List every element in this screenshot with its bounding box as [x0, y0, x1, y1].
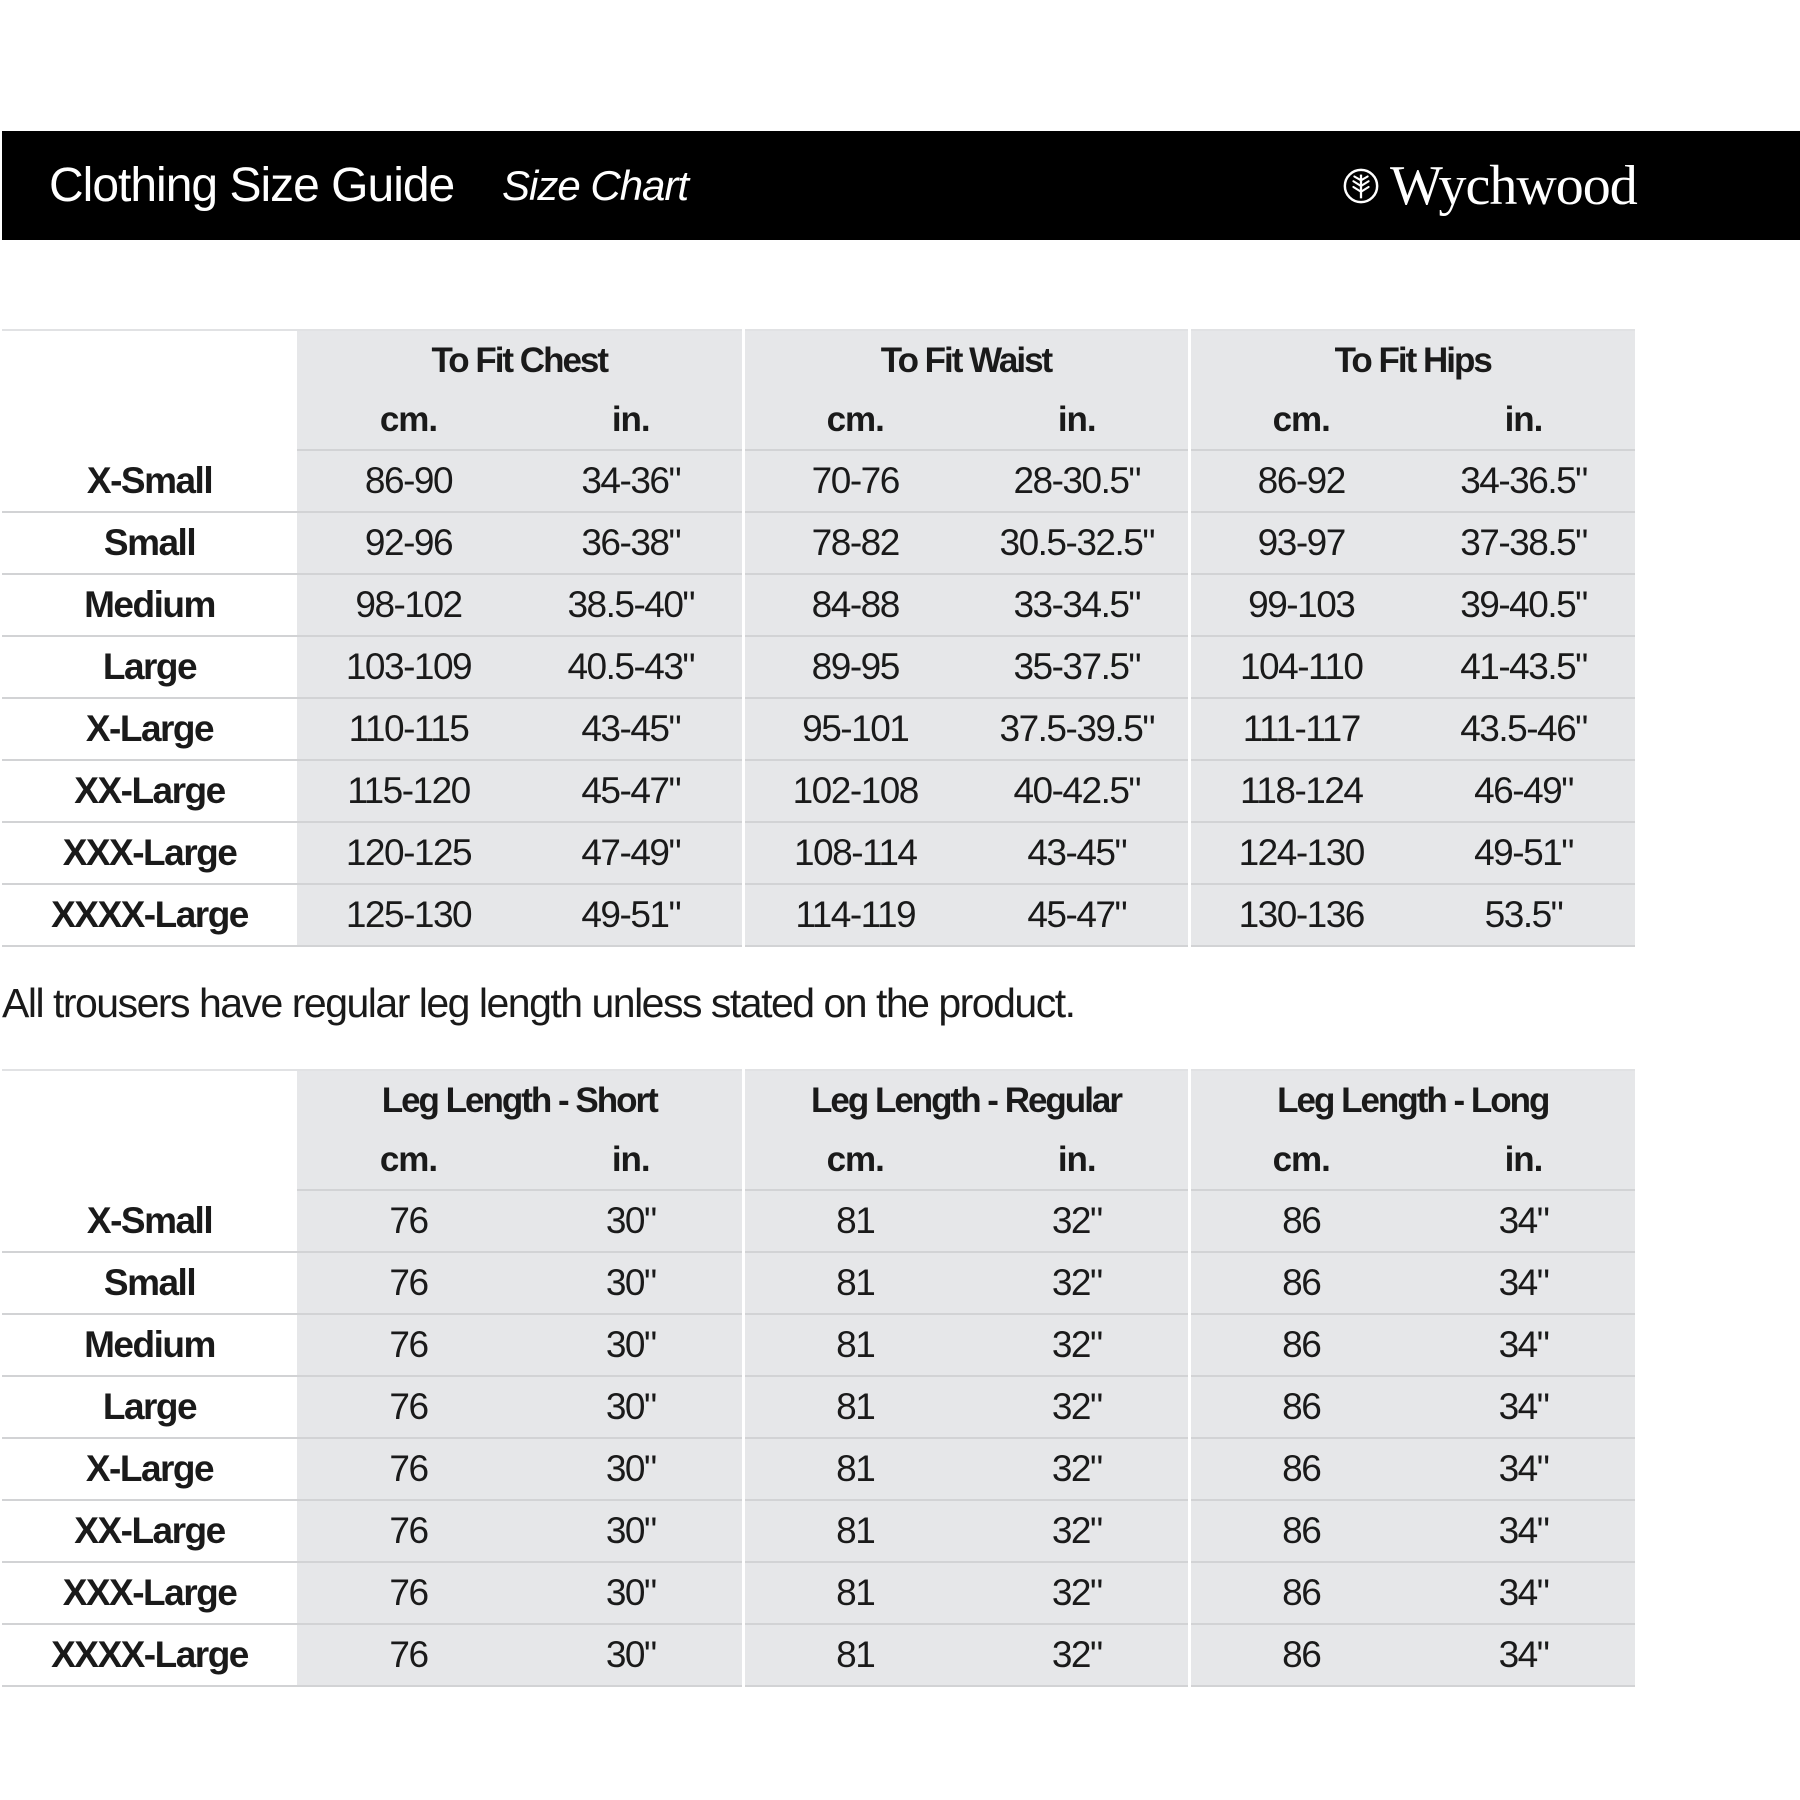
group-header: To Fit Chest — [297, 330, 743, 391]
table-cell: 28-30.5" — [966, 450, 1189, 512]
table-cell: 125-130 — [297, 884, 520, 946]
size-label: XX-Large — [2, 1500, 297, 1562]
size-label: XXX-Large — [2, 1562, 297, 1624]
table-cell: 92-96 — [297, 512, 520, 574]
group-header: Leg Length - Long — [1189, 1070, 1635, 1131]
size-label: XXXX-Large — [2, 1624, 297, 1686]
table-cell: 34" — [1412, 1252, 1635, 1314]
table-cell: 46-49" — [1412, 760, 1635, 822]
table-cell: 32" — [966, 1314, 1189, 1376]
table-cell: 86-90 — [297, 450, 520, 512]
table-cell: 124-130 — [1189, 822, 1412, 884]
page-title: Clothing Size Guide — [49, 159, 455, 212]
table-cell: 43-45" — [966, 822, 1189, 884]
brand-logo — [1342, 131, 1637, 240]
table-cell: 86 — [1189, 1190, 1412, 1252]
table-row — [2, 450, 1635, 512]
group-header-row — [2, 330, 1635, 391]
table-cell: 36-38" — [520, 512, 743, 574]
table-cell: 41-43.5" — [1412, 636, 1635, 698]
table-cell: 86 — [1189, 1624, 1412, 1686]
table-cell: 32" — [966, 1438, 1189, 1500]
table-cell: 37-38.5" — [1412, 512, 1635, 574]
table-cell: 34-36" — [520, 450, 743, 512]
table-cell: 99-103 — [1189, 574, 1412, 636]
size-label: X-Large — [2, 1438, 297, 1500]
table-cell: 33-34.5" — [966, 574, 1189, 636]
table-cell: 120-125 — [297, 822, 520, 884]
table-row — [2, 1252, 1635, 1314]
table-row — [2, 1314, 1635, 1376]
table-cell: 84-88 — [743, 574, 966, 636]
table-cell: 30" — [520, 1314, 743, 1376]
table-cell: 103-109 — [297, 636, 520, 698]
unit-header: cm. — [1189, 1131, 1412, 1190]
corner-cell — [2, 330, 297, 450]
table-cell: 76 — [297, 1624, 520, 1686]
table-row — [2, 636, 1635, 698]
table-cell: 98-102 — [297, 574, 520, 636]
table-cell: 81 — [743, 1624, 966, 1686]
table-cell: 86 — [1189, 1438, 1412, 1500]
table-cell: 78-82 — [743, 512, 966, 574]
table-cell: 30" — [520, 1252, 743, 1314]
table-cell: 76 — [297, 1438, 520, 1500]
table-cell: 40-42.5" — [966, 760, 1189, 822]
table-cell: 34" — [1412, 1314, 1635, 1376]
table-cell: 86-92 — [1189, 450, 1412, 512]
table-cell: 76 — [297, 1376, 520, 1438]
table-cell: 35-37.5" — [966, 636, 1189, 698]
group-header: To Fit Hips — [1189, 330, 1635, 391]
table-cell: 40.5-43" — [520, 636, 743, 698]
table-cell: 102-108 — [743, 760, 966, 822]
corner-cell — [2, 1070, 297, 1190]
table-cell: 30" — [520, 1376, 743, 1438]
unit-header: in. — [966, 1131, 1189, 1190]
table-cell: 30" — [520, 1624, 743, 1686]
table-cell: 34" — [1412, 1624, 1635, 1686]
body-measurements-table — [2, 329, 1635, 947]
table-row — [2, 822, 1635, 884]
size-label: XXXX-Large — [2, 884, 297, 946]
size-label: Medium — [2, 574, 297, 636]
table-cell: 34" — [1412, 1190, 1635, 1252]
table-cell: 81 — [743, 1252, 966, 1314]
table-cell: 34" — [1412, 1376, 1635, 1438]
group-header: To Fit Waist — [743, 330, 1189, 391]
size-label: X-Large — [2, 698, 297, 760]
table-cell: 76 — [297, 1314, 520, 1376]
table-cell: 37.5-39.5" — [966, 698, 1189, 760]
size-label: Medium — [2, 1314, 297, 1376]
table-cell: 34-36.5" — [1412, 450, 1635, 512]
table-cell: 45-47" — [520, 760, 743, 822]
table-cell: 30" — [520, 1190, 743, 1252]
table-row — [2, 1376, 1635, 1438]
table-cell: 81 — [743, 1314, 966, 1376]
table-cell: 34" — [1412, 1438, 1635, 1500]
table-row — [2, 1438, 1635, 1500]
unit-header: in. — [1412, 391, 1635, 450]
table-cell: 30" — [520, 1562, 743, 1624]
table-cell: 39-40.5" — [1412, 574, 1635, 636]
table-cell: 115-120 — [297, 760, 520, 822]
table-cell: 89-95 — [743, 636, 966, 698]
size-label: XXX-Large — [2, 822, 297, 884]
table-cell: 118-124 — [1189, 760, 1412, 822]
header-bar — [2, 131, 1800, 240]
table-cell: 53.5" — [1412, 884, 1635, 946]
group-header: Leg Length - Regular — [743, 1070, 1189, 1131]
leg-length-table — [2, 1069, 1635, 1687]
table-row — [2, 1624, 1635, 1686]
table-cell: 111-117 — [1189, 698, 1412, 760]
table-cell: 32" — [966, 1500, 1189, 1562]
table-cell: 95-101 — [743, 698, 966, 760]
group-header-row — [2, 1070, 1635, 1131]
table-cell: 114-119 — [743, 884, 966, 946]
leg-length-note: All trousers have regular leg length unless stated on the product. — [2, 980, 1075, 1026]
table-cell: 32" — [966, 1252, 1189, 1314]
table-cell: 81 — [743, 1438, 966, 1500]
group-header: Leg Length - Short — [297, 1070, 743, 1131]
unit-header: in. — [520, 1131, 743, 1190]
table-cell: 32" — [966, 1376, 1189, 1438]
size-label: X-Small — [2, 450, 297, 512]
table-cell: 30" — [520, 1500, 743, 1562]
table-cell: 76 — [297, 1252, 520, 1314]
table-cell: 30" — [520, 1438, 743, 1500]
table-cell: 70-76 — [743, 450, 966, 512]
size-label: X-Small — [2, 1190, 297, 1252]
table-cell: 108-114 — [743, 822, 966, 884]
leaf-logo-icon — [1342, 167, 1380, 205]
table-cell: 49-51" — [520, 884, 743, 946]
table-cell: 76 — [297, 1190, 520, 1252]
unit-header: in. — [966, 391, 1189, 450]
table-cell: 81 — [743, 1500, 966, 1562]
table-row — [2, 512, 1635, 574]
table-cell: 110-115 — [297, 698, 520, 760]
table-cell: 86 — [1189, 1314, 1412, 1376]
table-row — [2, 884, 1635, 946]
size-label: Large — [2, 636, 297, 698]
table-cell: 47-49" — [520, 822, 743, 884]
unit-header: cm. — [297, 1131, 520, 1190]
table-cell: 81 — [743, 1190, 966, 1252]
table-row — [2, 574, 1635, 636]
size-label: Large — [2, 1376, 297, 1438]
table-cell: 86 — [1189, 1562, 1412, 1624]
table-cell: 32" — [966, 1624, 1189, 1686]
unit-header: cm. — [743, 1131, 966, 1190]
table-cell: 86 — [1189, 1252, 1412, 1314]
unit-header: cm. — [743, 391, 966, 450]
table-cell: 32" — [966, 1562, 1189, 1624]
page-subtitle: Size Chart — [502, 162, 689, 209]
unit-header: cm. — [1189, 391, 1412, 450]
table-cell: 49-51" — [1412, 822, 1635, 884]
table-cell: 104-110 — [1189, 636, 1412, 698]
size-label: Small — [2, 512, 297, 574]
table-row — [2, 760, 1635, 822]
table-cell: 43-45" — [520, 698, 743, 760]
table-row — [2, 1562, 1635, 1624]
table-row — [2, 698, 1635, 760]
table-cell: 130-136 — [1189, 884, 1412, 946]
brand-name: Wychwood — [1390, 154, 1637, 217]
table-row — [2, 1500, 1635, 1562]
table-cell: 93-97 — [1189, 512, 1412, 574]
unit-header: in. — [1412, 1131, 1635, 1190]
table-cell: 30.5-32.5" — [966, 512, 1189, 574]
unit-header: in. — [520, 391, 743, 450]
table-cell: 76 — [297, 1562, 520, 1624]
table-cell: 86 — [1189, 1500, 1412, 1562]
table-row — [2, 1190, 1635, 1252]
table-cell: 34" — [1412, 1500, 1635, 1562]
table-cell: 81 — [743, 1376, 966, 1438]
table-cell: 43.5-46" — [1412, 698, 1635, 760]
table-cell: 81 — [743, 1562, 966, 1624]
table-cell: 86 — [1189, 1376, 1412, 1438]
size-label: Small — [2, 1252, 297, 1314]
table-cell: 32" — [966, 1190, 1189, 1252]
table-cell: 34" — [1412, 1562, 1635, 1624]
table-cell: 76 — [297, 1500, 520, 1562]
table-cell: 38.5-40" — [520, 574, 743, 636]
size-label: XX-Large — [2, 760, 297, 822]
unit-header: cm. — [297, 391, 520, 450]
table-cell: 45-47" — [966, 884, 1189, 946]
